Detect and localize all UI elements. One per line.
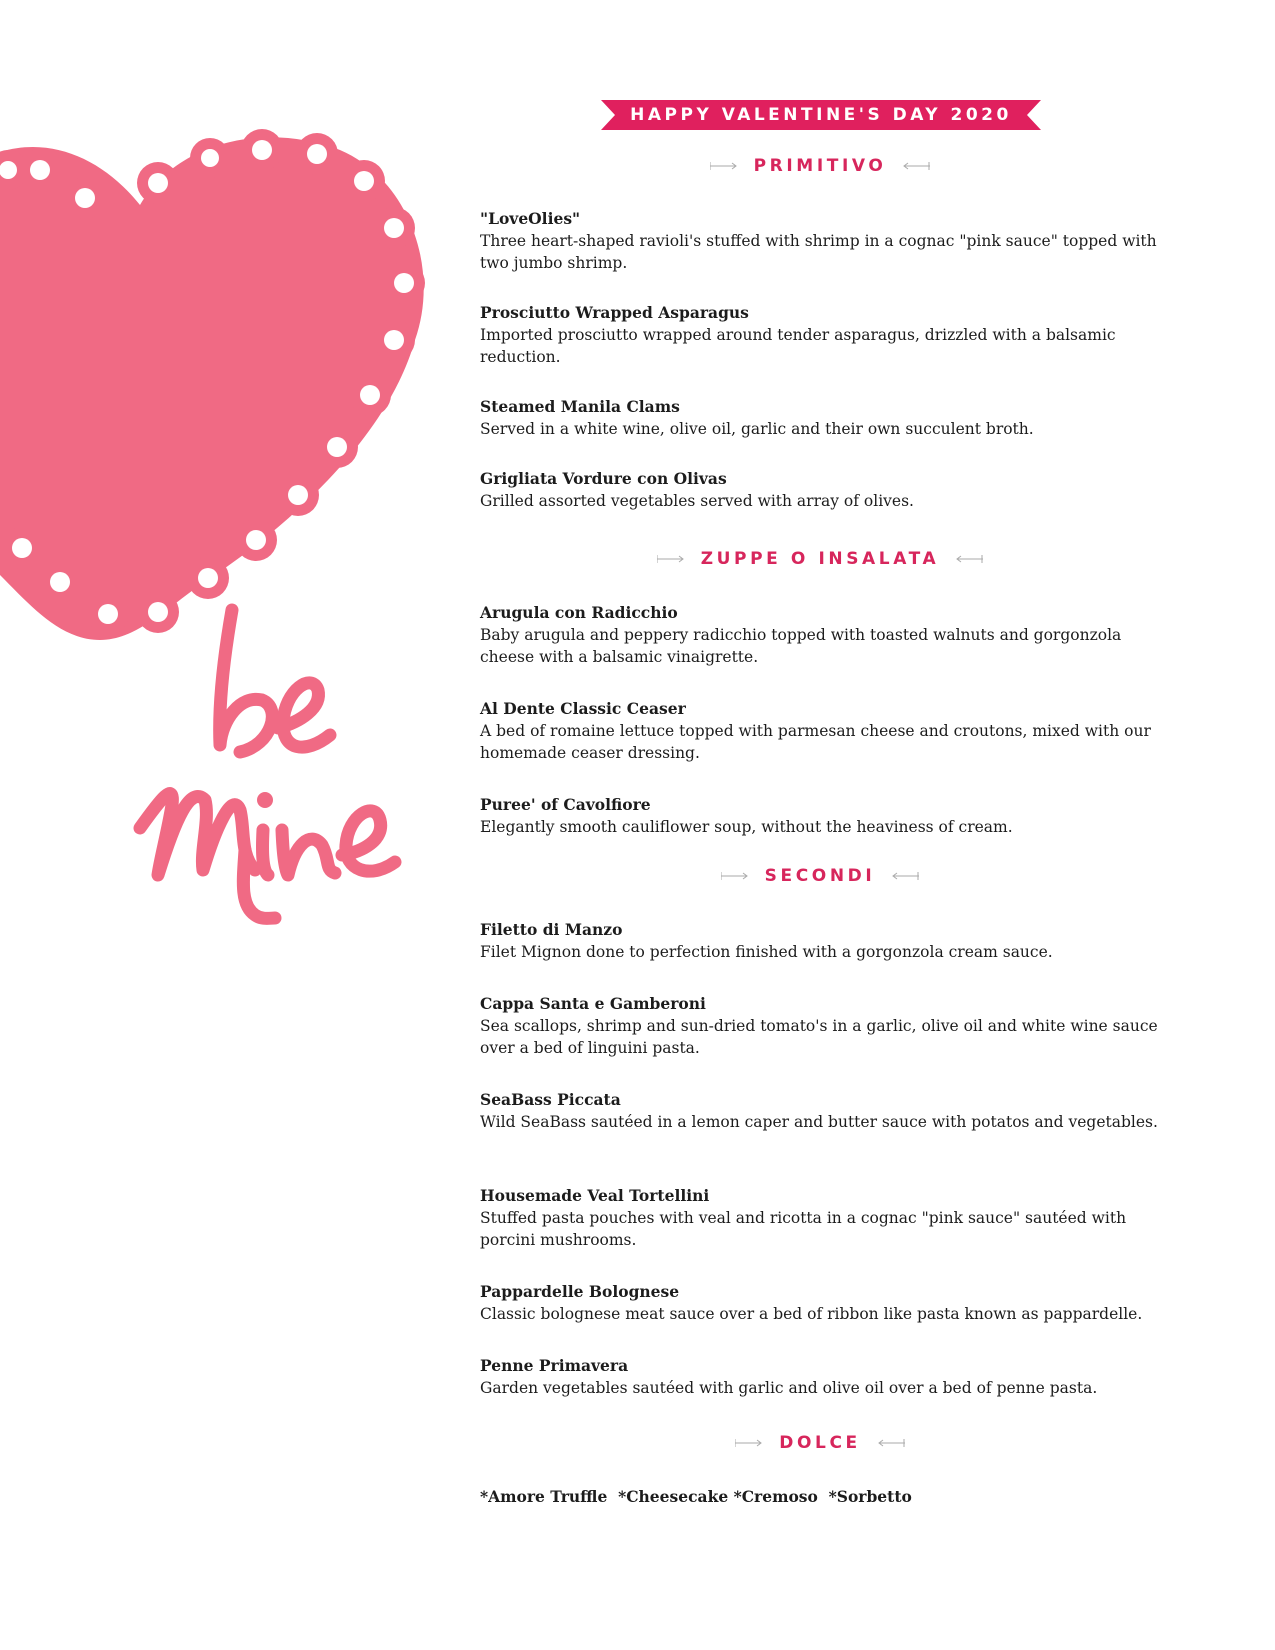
menu-item [480,993,1160,1059]
dessert-list: *Amore Truffle *Cheesecake *Cremoso *Sorbetto [480,1487,912,1506]
item-name: Steamed Manila Clams [480,397,680,416]
item-name: SeaBass Piccata [480,1090,621,1109]
item-description: Classic bolognese meat sauce over a bed of ribbon like pasta known as pappardelle. [480,1305,1143,1323]
arrow-decoration-icon [710,161,738,171]
menu-item [480,1281,1160,1325]
menu-item [480,208,1160,274]
item-description: A bed of romaine lettuce topped with parmesan cheese and croutons, mixed with our homemade ceaser dressing. [480,722,1151,762]
section-title: ZUPPE O INSALATA [700,549,940,569]
banner-title: HAPPY VALENTINE'S DAY 2020 [630,105,1012,125]
item-name: Filetto di Manzo [480,920,623,939]
section-header-secondi [480,864,1160,888]
item-name: Al Dente Classic Ceaser [480,699,686,718]
arrow-decoration-icon [902,161,930,171]
section-header-zuppe [480,547,1160,571]
section-title: SECONDI [764,866,876,886]
item-description: Filet Mignon done to perfection finished with a gorgonzola cream sauce. [480,943,1053,961]
item-description: Imported prosciutto wrapped around tender asparagus, drizzled with a balsamic reduction. [480,326,1116,366]
item-name: Pappardelle Bolognese [480,1282,680,1301]
menu-item [480,919,1160,963]
menu-item [480,1355,1160,1399]
arrow-decoration-icon [955,554,983,564]
menu-item [480,1185,1160,1251]
item-description: Garden vegetables sautéed with garlic and olive oil over a bed of penne pasta. [480,1379,1098,1397]
item-name: Penne Primavera [480,1356,629,1375]
title-banner [601,100,1041,130]
item-name: Housemade Veal Tortellini [480,1186,710,1205]
arrow-decoration-icon [735,1438,763,1448]
menu-item [480,302,1160,368]
item-name: Grigliata Vordure con Olivas [480,469,727,488]
item-description: Served in a white wine, olive oil, garlic and their own succulent broth. [480,420,1034,438]
arrow-decoration-icon [721,871,749,881]
arrow-decoration-icon [877,1438,905,1448]
item-name: Puree' of Cavolfiore [480,795,651,814]
section-header-dolce [480,1431,1160,1455]
item-description: Grilled assorted vegetables served with array of olives. [480,492,914,510]
menu-item [480,602,1160,668]
heart-artwork [0,0,440,1000]
item-description: Baby arugula and peppery radicchio topped with toasted walnuts and gorgonzola cheese with a balsamic vinaigrette. [480,626,1122,666]
menu-item [480,1089,1160,1133]
item-description: Wild SeaBass sautéed in a lemon caper and butter sauce with potatos and vegetables. [480,1113,1158,1131]
item-description: Elegantly smooth cauliflower soup, without the heaviness of cream. [480,818,1013,836]
arrow-decoration-icon [657,554,685,564]
section-title: DOLCE [779,1433,861,1453]
item-name: "LoveOlies" [480,209,581,228]
item-name: Prosciutto Wrapped Asparagus [480,303,749,322]
item-description: Three heart-shaped ravioli's stuffed with shrimp in a cognac "pink sauce" topped with two jumbo shrimp. [480,232,1157,272]
menu-item [480,794,1160,838]
arrow-decoration-icon [891,871,919,881]
item-description: Sea scallops, shrimp and sun-dried tomato's in a garlic, olive oil and white wine sauce over a bed of linguini pasta. [480,1017,1158,1057]
item-name: Cappa Santa e Gamberoni [480,994,706,1013]
item-name: Arugula con Radicchio [480,603,678,622]
menu-item [480,698,1160,764]
menu-item [480,468,1160,512]
section-title: PRIMITIVO [753,156,887,176]
menu-item [480,396,1160,440]
item-description: Stuffed pasta pouches with veal and ricotta in a cognac "pink sauce" sautéed with porcini mushrooms. [480,1209,1127,1249]
section-header-primitivo [480,154,1160,178]
